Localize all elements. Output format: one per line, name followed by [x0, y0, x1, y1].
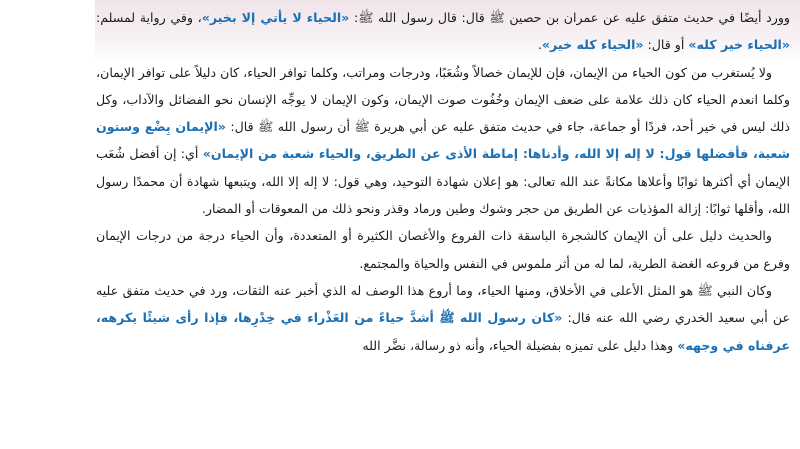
- text-span: ، وفي رواية لمسلم:: [96, 10, 202, 25]
- hadith-quote: «الحياء خير كله»: [688, 37, 790, 53]
- paragraph-2: [96, 59, 790, 223]
- hadith-quote: «الإيمان بِضْع وستون شعبة، فأفضلها قول: لا إله إلا الله، وأدناها: إماطة الأذى عن الطريق، والحياء شعبة من الإيمان»: [96, 119, 790, 162]
- text-span: وكان النبي ﷺ هو المثل الأعلى في الأخلاق، ومنها الحياء، وما أروع هذا الوصف له الذي أخبر عنه الثقات، ورد في حديث متفق عليه عن أبي سعيد الخدري رضي الله عنه قال:: [96, 282, 790, 326]
- paragraph-3: [96, 222, 790, 277]
- text-span: وورد أيضًا في حديث متفق عليه عن عمران بن حصين ﷺ قال: قال رسول الله ﷺ:: [349, 10, 790, 25]
- paragraph-1: [96, 4, 790, 59]
- document-body: [96, 4, 790, 359]
- text-span: أي: إن أفضل شُعَب الإيمان أي أكثرها ثوابًا وأعلاها مكانةً عند الله تعالى: هو إعلان شهادة التوحيد، وهي قول: لا إله إلا الله، ويتبعها شهادة أن محمدًا رسول الله، وأقلها ثوابًا: إزالة المؤذيات عن الطريق من حجر وشوك وطين ورماد وقذر ونحو ذلك من المعوقات أو المضار.: [96, 146, 790, 217]
- text-span: وهذا دليل على تميزه بفضيلة الحياء، وأنه ذو رسالة، نضَّر الله: [362, 337, 678, 353]
- paragraph-4: [96, 277, 790, 359]
- hadith-quote: «الحياء لا يأتي إلا بخير»: [201, 10, 350, 25]
- text-span: ولا يُستغرب من كون الحياء من الإيمان، فإن للإيمان خصالاً وشُعَبًا، ودرجات ومراتب، وكلما توافر الحياء، كان دليلاً على توافر الإيمان، وكلما انعدم الحياء كان ذلك علامة على ضعف الإيمان وخُفُوت صوت الإيمان، وكون الإيمان لا يوجِّه الإنسان نحو الفضائل والآداب، وكل ذلك ليس في خير أحد، فردًا أو جماعة، جاء في حديث متفق عليه عن أبي هريرة ﷺ أن رسول الله ﷺ قال:: [96, 64, 790, 135]
- hadith-quote: «كان رسول الله ﷺ أشدَّ حياءً من العَذْراء في خِدْرِها، فإذا رأى شيئًا يكرهه، عرفناه في وجهه»: [96, 310, 790, 353]
- text-span: أو قال:: [643, 37, 689, 53]
- text-span: .: [537, 37, 542, 53]
- hadith-quote: «الحياء كله خير»: [541, 37, 644, 53]
- text-span: والحديث دليل على أن الإيمان كالشجرة الباسقة ذات الفروع والأغصان الكثيرة أو المتعددة، وأن الحياء درجة من درجات الإيمان وفرع من فروعه الغضة الطرية، لما له من أثر ملموس في النفس والحياة والمجتمع.: [96, 228, 790, 271]
